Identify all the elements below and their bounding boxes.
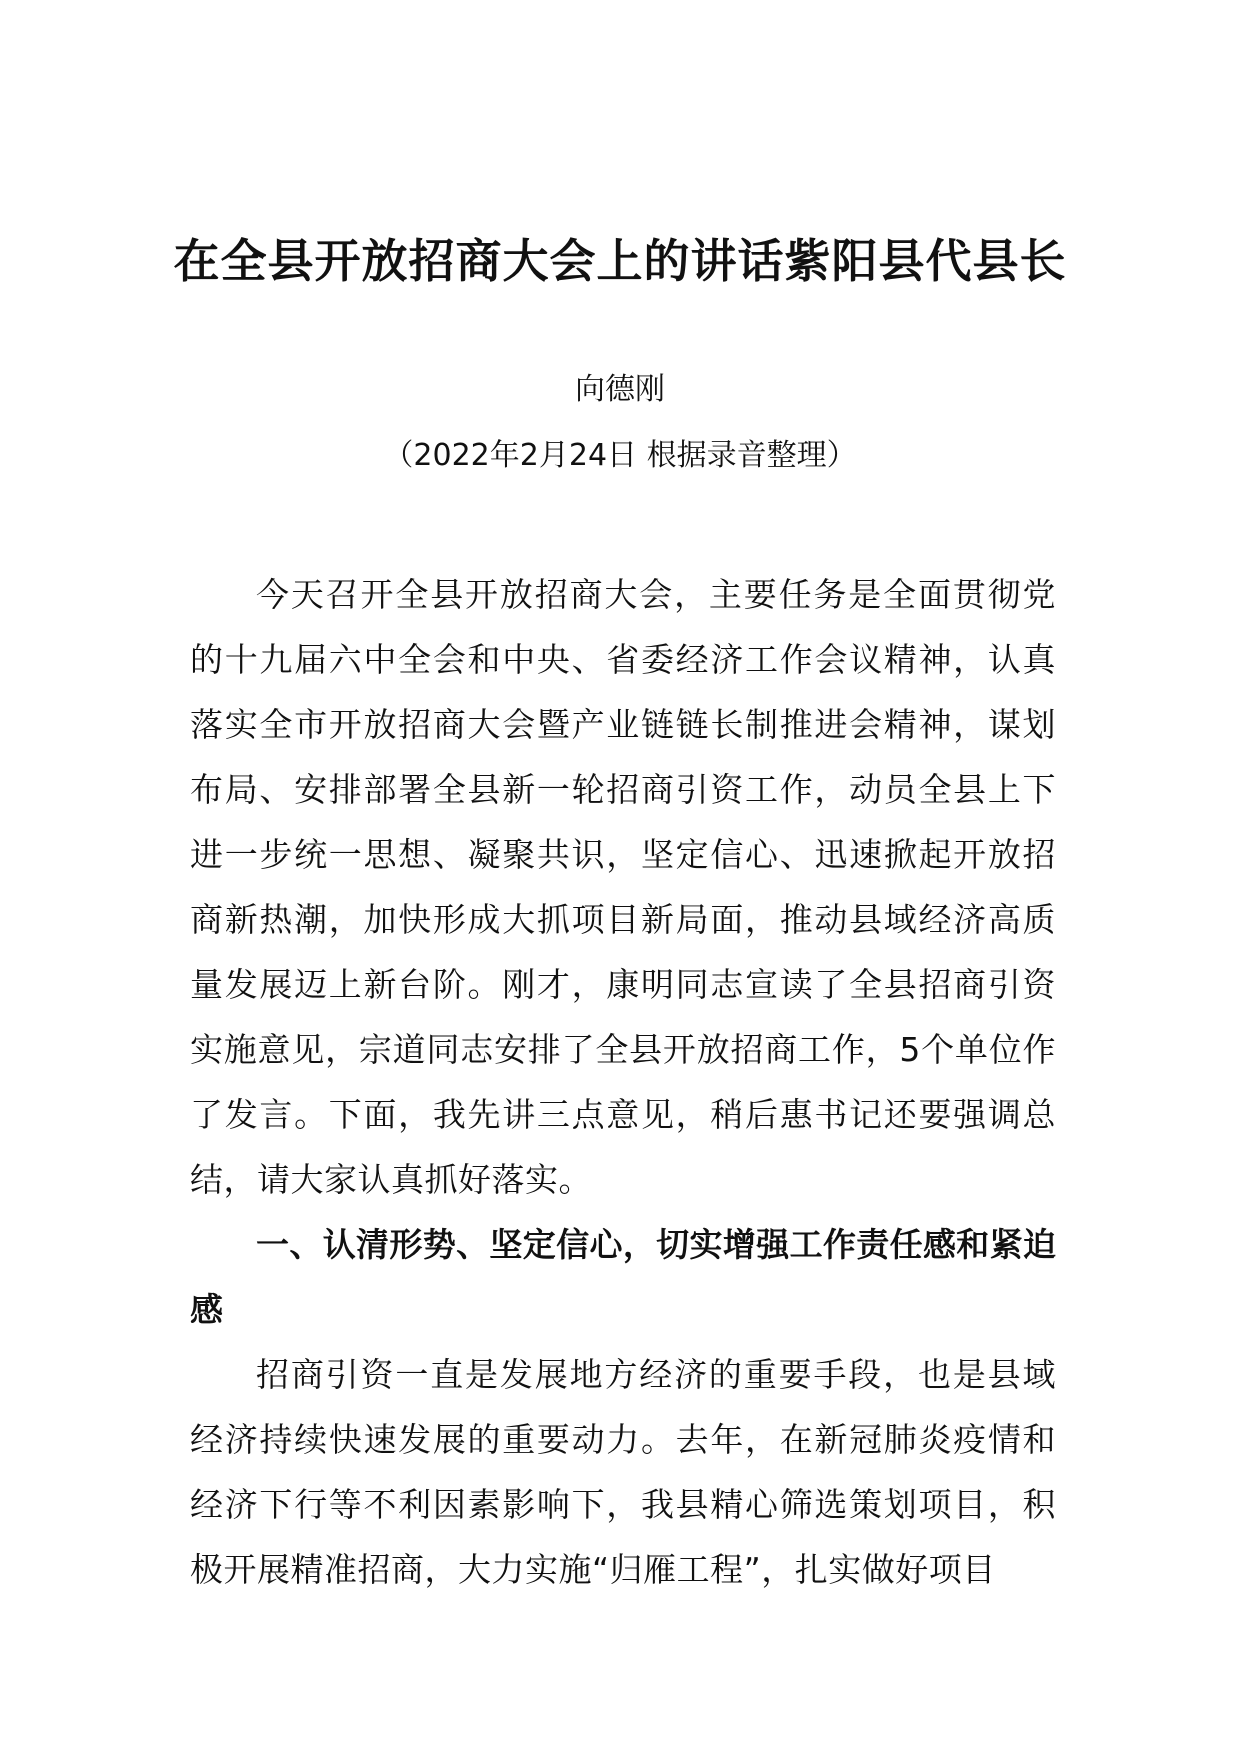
body-paragraph: 招商引资一直是发展地方经济的重要手段，也是县域经济持续快速发展的重要动力。去年，在新冠肺炎疫情和经济下行等不利因素影响下，我县精心筛选策划项目，积极开展精准招商，大力实施“归雁工程”，扎实做好项目 bbox=[190, 1355, 1056, 1589]
document-title: 在全县开放招商大会上的讲话紫阳县代县长 bbox=[173, 234, 1067, 288]
date-note: （2022年2月24日 根据录音整理） bbox=[383, 438, 857, 473]
section-heading: 一、认清形势、坚定信心，切实增强工作责任感和紧迫感 bbox=[190, 1225, 1056, 1329]
author-name: 向德刚 bbox=[575, 372, 665, 407]
document-body bbox=[190, 562, 1056, 1602]
body-paragraph: 今天召开全县开放招商大会，主要任务是全面贯彻党的十九届六中全会和中央、省委经济工作会议精神，认真落实全市开放招商大会暨产业链链长制推进会精神，谋划布局、安排部署全县新一轮招商引资工作，动员全县上下进一步统一思想、凝聚共识，坚定信心、迅速掀起开放招商新热潮，加快形成大抓项目新局面，推动县域经济高质量发展迈上新台阶。刚才，康明同志宣读了全县招商引资实施意见，宗道同志安排了全县开放招商工作，5个单位作了发言。下面，我先讲三点意见，稍后惠书记还要强调总结，请大家认真抓好落实。 bbox=[190, 575, 1056, 1199]
